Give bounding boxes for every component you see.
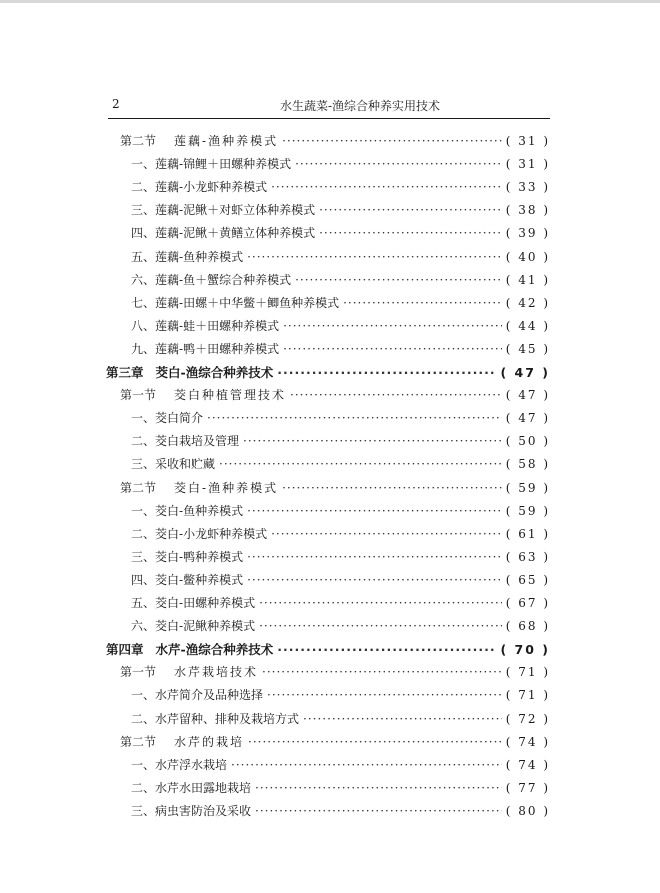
toc-leader-dots (282, 481, 502, 495)
toc-leader-dots (243, 434, 502, 448)
top-edge-rule (0, 0, 660, 3)
toc-entry-number: 一、 (131, 157, 156, 172)
toc-entry-number: 二、 (131, 180, 156, 195)
toc-leader-dots (262, 665, 502, 679)
toc-leader-dots (295, 157, 502, 171)
toc-entry-number: 七、 (131, 295, 156, 310)
toc-entry-title: 采收和贮藏 (155, 457, 216, 472)
toc-leader-dots (271, 180, 502, 194)
toc-entry-title: 莲藕-锦鲤＋田螺种养模式 (155, 157, 292, 172)
toc-page-number: ( 47 ) (505, 388, 550, 403)
toc-entry-title: 茭白-鸭种养模式 (155, 549, 244, 564)
toc-entry-number: 三、 (131, 203, 156, 218)
toc-page-number: ( 39 ) (505, 226, 550, 241)
toc-item-row[interactable] (131, 802, 550, 822)
toc-leader-dots (277, 642, 496, 657)
toc-item-row[interactable] (131, 756, 550, 776)
toc-entry-title: 水芹浮水栽培 (155, 757, 228, 772)
toc-entry-title: 病虫害防治及采收 (155, 803, 252, 818)
toc-item-row[interactable] (131, 455, 550, 475)
toc-entry-title: 茭白栽培及管理 (155, 434, 240, 449)
toc-leader-dots (219, 457, 502, 471)
toc-entry-number: 三、 (131, 549, 156, 564)
toc-entry-number: 八、 (131, 318, 156, 333)
toc-entry-title: 茭白种植管理技术 (174, 388, 287, 403)
toc-page-number: ( 74 ) (505, 734, 550, 749)
toc-page-number: ( 61 ) (505, 526, 550, 541)
toc-leader-dots (277, 365, 496, 380)
toc-entry-title: 茭白-鳖种养模式 (155, 572, 244, 587)
toc-leader-dots (207, 411, 502, 425)
toc-leader-dots (247, 250, 502, 264)
toc-entry-number: 九、 (131, 341, 156, 356)
toc-entry-title: 莲藕-鱼＋蟹综合种养模式 (155, 272, 292, 287)
toc-section-row[interactable] (120, 386, 550, 406)
toc-item-row[interactable] (131, 779, 550, 799)
toc-item-row[interactable] (131, 178, 550, 198)
toc-entry-title: 茭白-泥鳅种养模式 (155, 619, 256, 634)
toc-item-row[interactable] (131, 432, 550, 452)
toc-entry-number: 第二节 (120, 480, 157, 495)
toc-entry-number: 四、 (131, 226, 156, 241)
toc-leader-dots (247, 550, 502, 564)
toc-entry-title: 莲藕-鱼种养模式 (155, 249, 244, 264)
toc-item-row[interactable] (131, 294, 550, 314)
toc-item-row[interactable] (131, 617, 550, 637)
toc-entry-title: 茭白-渔综合种养技术 (155, 365, 274, 380)
toc-entry-title: 水芹水田露地栽培 (155, 780, 252, 795)
toc-page-number: ( 41 ) (505, 272, 550, 287)
toc-entry-title: 莲藕-鸭＋田螺种养模式 (155, 341, 280, 356)
toc-item-row[interactable] (131, 248, 550, 268)
toc-entry-number: 三、 (131, 457, 156, 472)
toc-item-row[interactable] (131, 525, 550, 545)
toc-leader-dots (267, 688, 502, 702)
toc-entry-title: 茭白-小龙虾种养模式 (155, 526, 268, 541)
toc-page-number: ( 71 ) (505, 665, 550, 680)
toc-entry-number: 二、 (131, 711, 156, 726)
toc-leader-dots (255, 804, 502, 818)
toc-leader-dots (248, 735, 502, 749)
toc-chapter-row[interactable] (106, 363, 550, 383)
toc-entry-number: 六、 (131, 619, 156, 634)
toc-page-number: ( 63 ) (505, 549, 550, 564)
page-number: 2 (112, 97, 120, 111)
toc-page-number: ( 72 ) (505, 711, 550, 726)
toc-item-row[interactable] (131, 224, 550, 244)
toc-leader-dots (259, 596, 502, 610)
toc-leader-dots (271, 527, 502, 541)
toc-entry-number: 六、 (131, 272, 156, 287)
toc-entry-title: 水芹栽培技术 (174, 665, 259, 680)
toc-entry-title: 莲藕-泥鳅＋对虾立体种养模式 (155, 203, 316, 218)
toc-leader-dots (255, 781, 502, 795)
toc-page-number: ( 68 ) (505, 619, 550, 634)
header-rule (108, 118, 550, 119)
page-header (108, 97, 550, 115)
toc-item-row[interactable] (131, 710, 550, 730)
toc-page-number: ( 58 ) (505, 457, 550, 472)
toc-entry-number: 二、 (131, 780, 156, 795)
toc-leader-dots (247, 573, 502, 587)
toc-page-number: ( 45 ) (505, 341, 550, 356)
toc-entry-title: 茭白-渔种养模式 (174, 480, 279, 495)
toc-section-row[interactable] (120, 132, 550, 152)
toc-entry-number: 三、 (131, 803, 156, 818)
toc-leader-dots (290, 388, 502, 402)
toc-leader-dots (295, 273, 502, 287)
toc-page-number: ( 50 ) (505, 434, 550, 449)
toc-section-row[interactable] (120, 663, 550, 683)
toc-item-row[interactable] (131, 155, 550, 175)
toc-entry-title: 莲藕-泥鳅＋黄鳝立体种养模式 (155, 226, 316, 241)
toc-page-number: ( 70 ) (500, 642, 550, 658)
toc-leader-dots (283, 342, 502, 356)
toc-entry-number: 四、 (131, 572, 156, 587)
toc-leader-dots (247, 504, 502, 518)
toc-page-number: ( 59 ) (505, 480, 550, 495)
toc-chapter-row[interactable] (106, 640, 550, 660)
toc-page-number: ( 31 ) (505, 157, 550, 172)
toc-entry-title: 水芹留种、排种及栽培方式 (155, 711, 300, 726)
toc-entry-number: 一、 (131, 688, 156, 703)
toc-page-number: ( 44 ) (505, 318, 550, 333)
toc-entry-number: 第三章 (106, 365, 144, 380)
toc-leader-dots (343, 296, 502, 310)
toc-section-row[interactable] (120, 733, 550, 753)
toc-entry-title: 莲藕-渔种养模式 (174, 134, 279, 148)
toc-page-number: ( 47 ) (505, 411, 550, 426)
toc-section-row[interactable] (120, 479, 550, 499)
toc-entry-title: 水芹-渔综合种养技术 (155, 642, 274, 658)
toc-entry-title: 茭白简介 (155, 411, 204, 426)
toc-entry-title: 茭白-田螺种养模式 (155, 596, 256, 610)
toc-page-number: ( 31 ) (505, 134, 550, 148)
toc-leader-dots (231, 758, 502, 772)
toc-item-row[interactable] (131, 271, 550, 291)
toc-item-row[interactable] (131, 201, 550, 221)
toc-leader-dots (282, 134, 502, 148)
toc-entry-title: 莲藕-田螺＋中华鳖＋鲫鱼种养模式 (155, 295, 340, 310)
toc-item-row[interactable] (131, 686, 550, 706)
toc-page-number: ( 33 ) (505, 180, 550, 195)
toc-entry-number: 第二节 (120, 134, 157, 148)
toc-page-number: ( 38 ) (505, 203, 550, 218)
toc-entry-number: 五、 (131, 249, 156, 264)
toc-leader-dots (319, 226, 502, 240)
toc-entry-number: 五、 (131, 596, 156, 610)
toc-entry-number: 第一节 (120, 665, 157, 680)
toc-entry-number: 第一节 (120, 388, 157, 403)
toc-entry-number: 二、 (131, 526, 156, 541)
toc-item-row[interactable] (131, 548, 550, 568)
toc-page-number: ( 59 ) (505, 503, 550, 518)
toc-page-number: ( 42 ) (505, 295, 550, 310)
toc-item-row[interactable] (131, 409, 550, 429)
toc-leader-dots (259, 619, 502, 633)
toc-entry-title: 水芹的栽培 (174, 734, 245, 749)
toc-page-number: ( 40 ) (505, 249, 550, 264)
toc-leader-dots (319, 203, 502, 217)
toc-leader-dots (283, 319, 502, 333)
toc-page-number: ( 80 ) (505, 803, 550, 818)
toc-entry-number: 第四章 (106, 642, 144, 658)
toc-leader-dots (303, 712, 502, 726)
running-title: 水生蔬菜-渔综合种养实用技术 (279, 99, 441, 113)
toc-page-number: ( 71 ) (505, 688, 550, 703)
toc-item-row[interactable] (131, 502, 550, 522)
toc-entry-title: 莲藕-蛙＋田螺种养模式 (155, 318, 280, 333)
toc-page-number: ( 67 ) (505, 596, 550, 610)
toc-entry-title: 茭白-鱼种养模式 (155, 503, 244, 518)
toc-page-number: ( 74 ) (505, 757, 550, 772)
toc-entry-number: 第二节 (120, 734, 157, 749)
toc-item-row[interactable] (131, 340, 550, 360)
toc-page-number: ( 65 ) (505, 572, 550, 587)
toc-page-number: ( 77 ) (505, 780, 550, 795)
toc-item-row[interactable] (131, 571, 550, 591)
toc-entry-number: 二、 (131, 434, 156, 449)
toc-item-row[interactable] (131, 317, 550, 337)
toc-page-number: ( 47 ) (500, 365, 550, 380)
toc-entry-number: 一、 (131, 503, 156, 518)
toc-entry-title: 水芹简介及品种选择 (155, 688, 264, 703)
toc-entry-number: 一、 (131, 411, 156, 426)
toc-entry-title: 莲藕-小龙虾种养模式 (155, 180, 268, 195)
toc-entry-number: 一、 (131, 757, 156, 772)
toc-item-row[interactable] (131, 594, 550, 614)
